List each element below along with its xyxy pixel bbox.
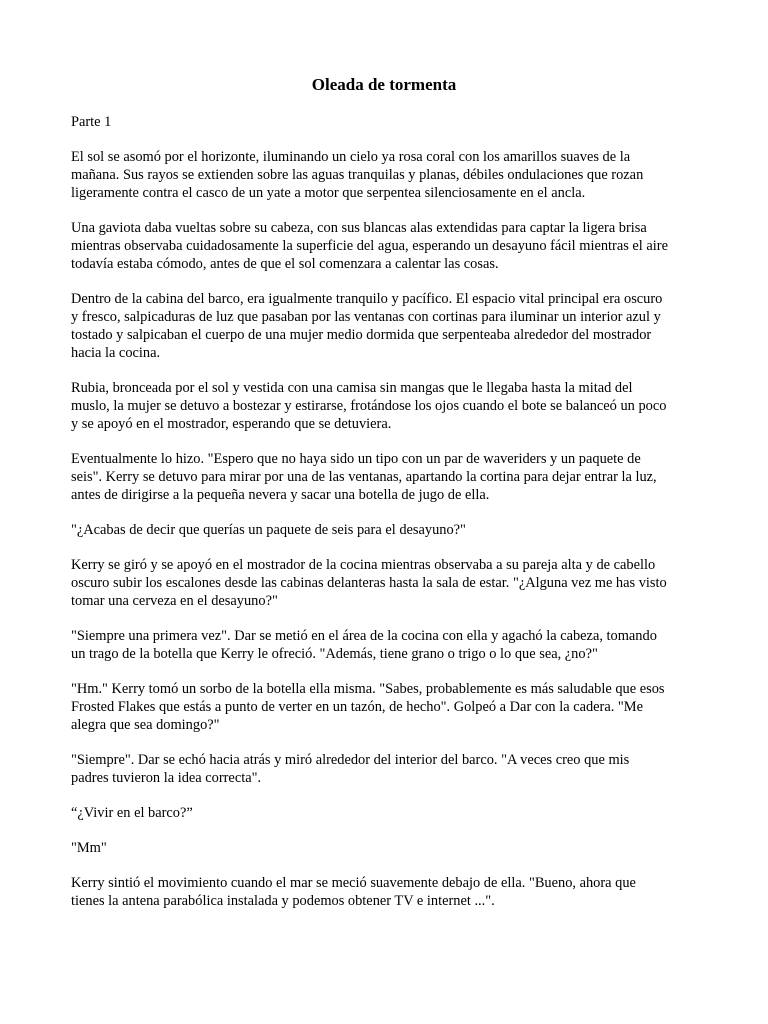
paragraph [71, 521, 711, 539]
text-line: hacia la cocina. [71, 345, 161, 361]
text-line: padres tuvieron la idea correcta". [71, 770, 262, 786]
text-line: y se apoyó en el mostrador, esperando que se detuviera. [71, 416, 392, 432]
text-line: mañana. Sus rayos se extienden sobre las aguas tranquilas y planas, débiles ondulaciones que rozan [71, 167, 644, 183]
text-line: "Siempre una primera vez". Dar se metió en el área de la cocina con ella y agachó la cabeza, tomando [71, 628, 657, 644]
text-line: Eventualmente lo hizo. "Espero que no haya sido un tipo con un par de waveriders y un paquete de [71, 451, 641, 467]
paragraph [71, 290, 711, 362]
text-line: "Mm" [71, 840, 107, 856]
text-line: ligeramente contra el casco de un yate a motor que serpentea silenciosamente en el ancla. [71, 185, 586, 201]
paragraph [71, 219, 711, 273]
paragraph [71, 379, 711, 433]
paragraph [71, 680, 711, 734]
text-line: Kerry se giró y se apoyó en el mostrador de la cocina mientras observaba a su pareja alta y de cabello [71, 557, 656, 573]
paragraph [71, 839, 711, 857]
text-line: tomar una cerveza en el desayuno?" [71, 593, 278, 609]
text-line: “¿Vivir en el barco?” [71, 805, 193, 821]
text-line: tostado y salpicaban el cuerpo de una mujer medio dormida que serpenteaba alrededor del mostrador [71, 327, 652, 343]
text-line: El sol se asomó por el horizonte, iluminando un cielo ya rosa coral con los amarillos suaves de la [71, 149, 631, 165]
text-line: Rubia, bronceada por el sol y vestida con una camisa sin mangas que le llegaba hasta la mitad del [71, 380, 633, 396]
paragraph [71, 556, 711, 610]
text-line: y fresco, salpicaduras de luz que pasaban por las ventanas con cortinas para iluminar un interior azul y [71, 309, 661, 325]
text-line: alegra que sea domingo?" [71, 717, 220, 733]
text-line: Frosted Flakes que estás a punto de verter en un tazón, de hecho". Golpeó a Dar con la cadera. "Me [71, 699, 643, 715]
text-line: Parte 1 [71, 114, 112, 130]
text-line: muslo, la mujer se detuvo a bostezar y estirarse, frotándose los ojos cuando el bote se balanceó un poco [71, 398, 667, 414]
text-line: "Siempre". Dar se echó hacia atrás y miró alrededor del interior del barco. "A veces creo que mis [71, 752, 630, 768]
paragraph [71, 148, 711, 202]
text-line: oscuro subir los escalones desde las cabinas delanteras hasta la sala de estar. "¿Alguna vez me has visto [71, 575, 667, 591]
text-line: Una gaviota daba vueltas sobre su cabeza, con sus blancas alas extendidas para captar la ligera brisa [71, 220, 647, 236]
paragraph [71, 627, 711, 663]
paragraph [71, 450, 711, 504]
document-title: Oleada de tormenta [311, 75, 457, 94]
text-line: antes de dirigirse a la pequeña nevera y sacar una botella de jugo de ella. [71, 487, 490, 503]
text-line: mientras observaba cuidadosamente la superficie del agua, esperando un desayuno fácil mientras el aire [71, 238, 668, 254]
paragraph [71, 113, 711, 131]
text-line: "Hm." Kerry tomó un sorbo de la botella ella misma. "Sabes, probablemente es más saludable que esos [71, 681, 665, 697]
paragraph [71, 804, 711, 822]
text-line: un trago de la botella que Kerry le ofreció. "Además, tiene grano o trigo o lo que sea, ¿no?" [71, 646, 598, 662]
document-body [71, 113, 711, 927]
text-line: Dentro de la cabina del barco, era igualmente tranquilo y pacífico. El espacio vital principal era oscuro [71, 291, 663, 307]
text-line: tienes la antena parabólica instalada y podemos obtener TV e internet ...". [71, 893, 495, 909]
text-line: todavía estaba cómodo, antes de que el sol comenzara a calentar las cosas. [71, 256, 499, 272]
text-line: seis". Kerry se detuvo para mirar por una de las ventanas, apartando la cortina para dejar entrar la luz, [71, 469, 657, 485]
text-line: "¿Acabas de decir que querías un paquete de seis para el desayuno?" [71, 522, 466, 538]
paragraph [71, 874, 711, 910]
paragraph [71, 751, 711, 787]
text-line: Kerry sintió el movimiento cuando el mar se meció suavemente debajo de ella. "Bueno, ahora que [71, 875, 636, 891]
